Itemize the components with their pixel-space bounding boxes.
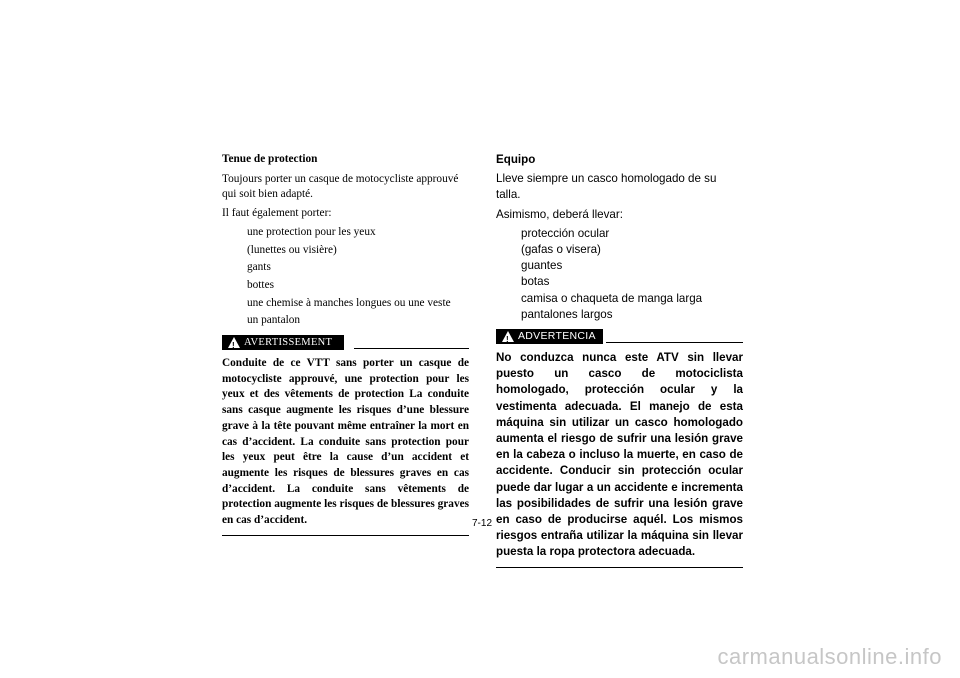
spanish-warning-header (496, 329, 743, 347)
list-item: (lunettes ou visière) (247, 243, 337, 256)
list-item: camisa o chaqueta de manga larga (521, 291, 703, 305)
warning-top-rule (606, 342, 743, 343)
french-paragraph-helmet: Toujours porter un casque de motocycliste approuvé qui soit bien adapté. (222, 172, 459, 201)
page-number: 7-12 (472, 518, 493, 529)
french-heading: Tenue de protection (222, 153, 318, 165)
spanish-column (496, 152, 743, 568)
list-item: bottes (247, 278, 274, 291)
list-item: pantalones largos (521, 307, 613, 321)
list-item: gants (247, 261, 271, 274)
french-paragraph-also-wear: Il faut également porter: (222, 207, 332, 220)
spanish-warning-label: ADVERTENCIA (518, 330, 596, 343)
spanish-paragraph-also-wear: Asimismo, deberá llevar: (496, 207, 623, 221)
spanish-warning-badge (496, 329, 603, 344)
warning-bottom-rule (496, 567, 743, 568)
warning-bottom-rule (222, 535, 469, 536)
warning-top-rule (354, 348, 469, 349)
warning-triangle-icon (502, 331, 514, 342)
spanish-paragraph-helmet: Lleve siempre un casco homologado de su talla. (496, 172, 717, 202)
french-warning-badge (222, 335, 344, 350)
warning-triangle-icon (228, 337, 240, 348)
list-item: une protection pour les yeux (247, 225, 376, 238)
spanish-warning-text: No conduzca nunca este ATV sin llevar puesto un casco de motociclista homologado, protección ocular y la vestimenta adecuada. El manejo de esta máquina sin utilizar un casco homologado aumenta el riesgo de sufrir una lesión grave en la cabeza o incluso la muerte, en caso de accidente. Conducir sin protección ocular puede dar lugar a un accidente e incrementa las posibilidades de sufrir una lesión grave en caso de producirse aquél. Los mismos riesgos entraña utilizar la máquina sin llevar puesta la ropa protectora adecuada. (496, 351, 743, 559)
spanish-gear-list (496, 226, 743, 323)
list-item: guantes (521, 259, 563, 273)
french-gear-list (222, 225, 469, 329)
watermark: carmanualsonline.info (717, 644, 942, 669)
list-item: protección ocular (521, 226, 610, 240)
french-warning-header (222, 335, 469, 353)
list-item: (gafas o visera) (521, 243, 601, 257)
list-item: botas (521, 275, 550, 289)
list-item: une chemise à manches longues ou une veste (247, 296, 451, 309)
french-warning-label: AVERTISSEMENT (244, 336, 333, 348)
list-item: un pantalon (247, 314, 301, 327)
french-column (222, 152, 469, 536)
french-warning-text: Conduite de ce VTT sans porter un casque de motocycliste approuvé, une protection pour les yeux et des vêtements de protection La conduite sans casque augmente les risques d’une blessure grave à la tête pouvant même entraîner la mort en cas d’accident. La conduite sans protection pour les yeux peut être la cause d’un accident et augmente les risques de blessures graves en cas d’accident. La conduite sans vêtements de protection augmente les risques de blessures graves en cas d’accident. (222, 357, 469, 527)
spanish-heading: Equipo (496, 153, 536, 166)
